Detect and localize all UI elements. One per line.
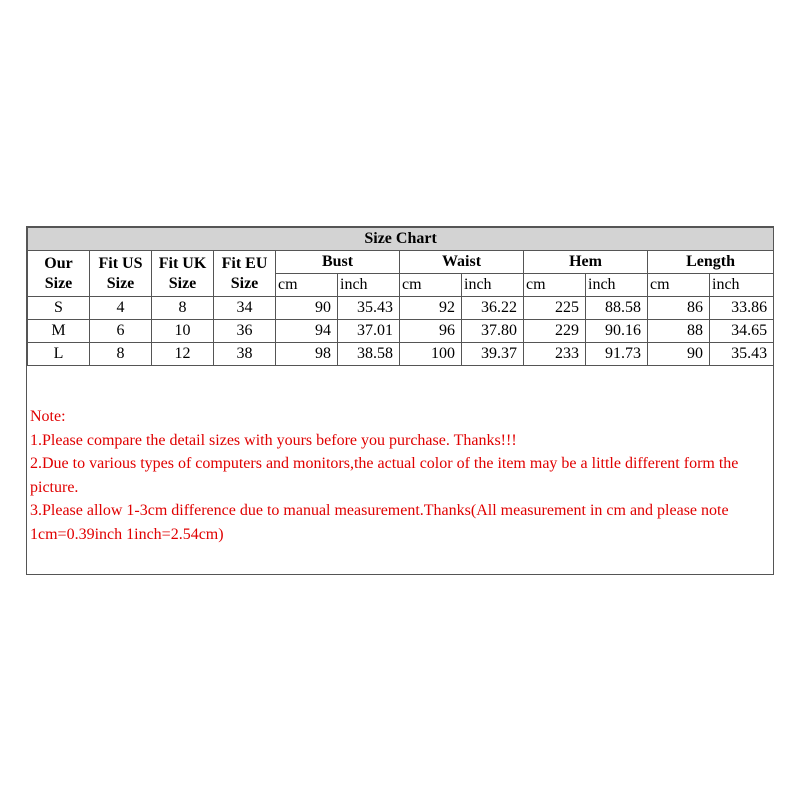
header-fit-eu (214, 251, 276, 297)
cell-waist-cm: 100 (400, 343, 462, 366)
cell-hem-inch: 88.58 (586, 297, 648, 320)
header-our-size-line1: Our (44, 254, 73, 272)
header-fit-us-line2: Size (106, 274, 135, 292)
cell-bust-inch: 37.01 (338, 320, 400, 343)
cell-uk: 12 (152, 343, 214, 366)
note-line-2: 2.Due to various types of computers and monitors,the actual color of the item may be a little different form the picture. (30, 455, 739, 496)
cell-waist-cm: 96 (400, 320, 462, 343)
cell-bust-inch: 35.43 (338, 297, 400, 320)
cell-bust-cm: 90 (276, 297, 338, 320)
cell-us: 4 (90, 297, 152, 320)
cell-length-cm: 86 (648, 297, 710, 320)
unit-waist-inch: inch (462, 274, 524, 297)
unit-bust-inch: inch (338, 274, 400, 297)
header-our-size (28, 251, 90, 297)
cell-length-cm: 88 (648, 320, 710, 343)
cell-hem-inch: 91.73 (586, 343, 648, 366)
cell-uk: 8 (152, 297, 214, 320)
cell-size: M (28, 320, 90, 343)
cell-us: 8 (90, 343, 152, 366)
header-our-size-line2: Size (44, 274, 73, 292)
cell-waist-inch: 37.80 (462, 320, 524, 343)
cell-eu: 34 (214, 297, 276, 320)
size-chart (26, 226, 774, 575)
cell-eu: 36 (214, 320, 276, 343)
cell-bust-cm: 94 (276, 320, 338, 343)
header-hem: Hem (524, 251, 648, 274)
unit-waist-cm: cm (400, 274, 462, 297)
header-waist: Waist (400, 251, 524, 274)
cell-length-inch: 33.86 (710, 297, 774, 320)
cell-hem-cm: 233 (524, 343, 586, 366)
notes-heading: Note: (30, 408, 66, 425)
cell-waist-inch: 39.37 (462, 343, 524, 366)
cell-us: 6 (90, 320, 152, 343)
note-line-3: 3.Please allow 1-3cm difference due to manual measurement.Thanks(All measurement in cm and please note 1cm=0.39inch 1inch=2.54cm) (30, 502, 729, 543)
cell-hem-cm: 229 (524, 320, 586, 343)
notes-section (30, 405, 770, 546)
table-row (28, 343, 774, 366)
cell-bust-inch: 38.58 (338, 343, 400, 366)
cell-size: L (28, 343, 90, 366)
header-length: Length (648, 251, 774, 274)
cell-waist-cm: 92 (400, 297, 462, 320)
cell-hem-inch: 90.16 (586, 320, 648, 343)
unit-length-cm: cm (648, 274, 710, 297)
cell-hem-cm: 225 (524, 297, 586, 320)
header-fit-us (90, 251, 152, 297)
cell-waist-inch: 36.22 (462, 297, 524, 320)
size-chart-title: Size Chart (28, 228, 774, 251)
note-line-1: 1.Please compare the detail sizes with yours before you purchase. Thanks!!! (30, 431, 517, 449)
cell-length-cm: 90 (648, 343, 710, 366)
header-bust: Bust (276, 251, 400, 274)
cell-length-inch: 34.65 (710, 320, 774, 343)
cell-eu: 38 (214, 343, 276, 366)
header-fit-uk-line2: Size (168, 274, 197, 292)
unit-hem-inch: inch (586, 274, 648, 297)
header-fit-eu-line2: Size (230, 274, 259, 292)
unit-bust-cm: cm (276, 274, 338, 297)
table-row (28, 320, 774, 343)
size-table (27, 227, 774, 366)
cell-length-inch: 35.43 (710, 343, 774, 366)
cell-size: S (28, 297, 90, 320)
header-fit-uk-line1: Fit UK (158, 254, 207, 272)
table-row (28, 297, 774, 320)
header-fit-us-line1: Fit US (98, 254, 143, 272)
cell-bust-cm: 98 (276, 343, 338, 366)
header-fit-uk (152, 251, 214, 297)
unit-length-inch: inch (710, 274, 774, 297)
cell-uk: 10 (152, 320, 214, 343)
header-fit-eu-line1: Fit EU (221, 254, 268, 272)
unit-hem-cm: cm (524, 274, 586, 297)
